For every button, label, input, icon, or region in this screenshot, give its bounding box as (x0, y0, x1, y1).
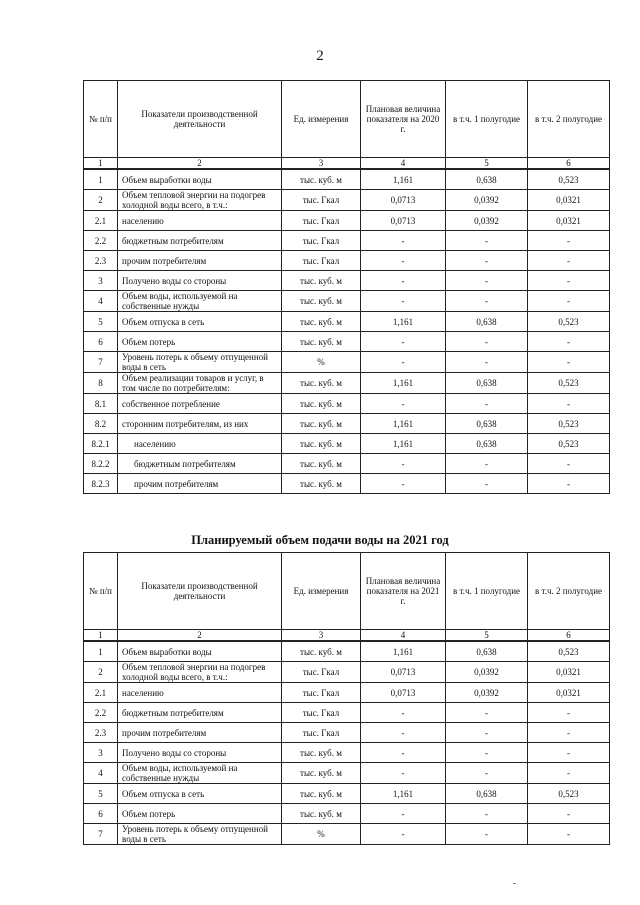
indicator-cell: бюджетным потребителям (118, 231, 282, 251)
half2-value-cell: - (528, 454, 610, 474)
plan-value-cell: - (361, 231, 446, 251)
unit-cell: тыс. куб. м (282, 271, 361, 291)
plan-value-cell: - (361, 723, 446, 743)
half2-value-cell: 0,523 (528, 784, 610, 804)
table-row (84, 804, 610, 824)
row-number-cell: 1 (84, 169, 118, 190)
plan-value-cell: 1,161 (361, 373, 446, 394)
table-header-row (84, 553, 610, 630)
row-number-cell: 2.3 (84, 251, 118, 271)
indicator-cell: Объем воды, используемой на собственные нужды (118, 291, 282, 312)
unit-cell: тыс. куб. м (282, 332, 361, 352)
half1-value-cell: 0,638 (446, 434, 528, 454)
table-row (84, 824, 610, 845)
header-cell: в т.ч. 1 полугодие (446, 553, 528, 630)
header-cell: в т.ч. 2 полугодие (528, 553, 610, 630)
plan-value-cell: 1,161 (361, 641, 446, 662)
header-cell: № п/п (84, 81, 118, 158)
plan-value-cell: - (361, 763, 446, 784)
unit-cell: тыс. куб. м (282, 169, 361, 190)
column-number: 6 (528, 158, 610, 170)
indicator-cell: Объем воды, используемой на собственные нужды (118, 763, 282, 784)
half1-value-cell: - (446, 231, 528, 251)
half1-value-cell: - (446, 723, 528, 743)
plan-value-cell: - (361, 703, 446, 723)
unit-cell: тыс. Гкал (282, 683, 361, 703)
half2-value-cell: 0,0321 (528, 662, 610, 683)
half1-value-cell: - (446, 804, 528, 824)
indicator-cell: Объем реализации товаров и услуг, в том числе по потребителям: (118, 373, 282, 394)
unit-cell: % (282, 352, 361, 373)
column-number: 3 (282, 630, 361, 642)
column-number: 2 (118, 630, 282, 642)
plan-value-cell: - (361, 291, 446, 312)
unit-cell: тыс. Гкал (282, 703, 361, 723)
unit-cell: тыс. куб. м (282, 474, 361, 494)
table-row (84, 703, 610, 723)
plan-value-cell: 1,161 (361, 169, 446, 190)
row-number-cell: 8.2 (84, 414, 118, 434)
table-row (84, 454, 610, 474)
indicator-cell: Уровень потерь к объему отпущенной воды в сеть (118, 352, 282, 373)
indicator-cell: населению (118, 434, 282, 454)
unit-cell: тыс. Гкал (282, 211, 361, 231)
table-row (84, 190, 610, 211)
half2-value-cell: - (528, 291, 610, 312)
indicator-cell: Объем выработки воды (118, 169, 282, 190)
half1-value-cell: - (446, 394, 528, 414)
half2-value-cell: - (528, 824, 610, 845)
table-2021-body (84, 553, 610, 845)
table-row (84, 683, 610, 703)
indicator-cell: Объем отпуска в сеть (118, 784, 282, 804)
row-number-cell: 8.1 (84, 394, 118, 414)
half1-value-cell: 0,638 (446, 414, 528, 434)
column-number: 3 (282, 158, 361, 170)
unit-cell: % (282, 824, 361, 845)
half2-value-cell: - (528, 723, 610, 743)
column-number: 5 (446, 158, 528, 170)
indicator-cell: Получено воды со стороны (118, 743, 282, 763)
half2-value-cell: - (528, 763, 610, 784)
header-cell: Плановая величина показателя на 2021 г. (361, 553, 446, 630)
half2-value-cell: 0,0321 (528, 683, 610, 703)
indicator-cell: Объем тепловой энергии на подогрев холодной воды всего, в т.ч.: (118, 662, 282, 683)
row-number-cell: 4 (84, 763, 118, 784)
half2-value-cell: - (528, 352, 610, 373)
unit-cell: тыс. куб. м (282, 312, 361, 332)
plan-value-cell: - (361, 271, 446, 291)
half2-value-cell: - (528, 271, 610, 291)
unit-cell: тыс. куб. м (282, 434, 361, 454)
unit-cell: тыс. куб. м (282, 743, 361, 763)
plan-value-cell: 1,161 (361, 414, 446, 434)
unit-cell: тыс. Гкал (282, 723, 361, 743)
table-row (84, 169, 610, 190)
table-row (84, 211, 610, 231)
plan-value-cell: - (361, 474, 446, 494)
half2-value-cell: 0,523 (528, 169, 610, 190)
indicator-cell: Получено воды со стороны (118, 271, 282, 291)
half2-value-cell: - (528, 231, 610, 251)
unit-cell: тыс. Гкал (282, 662, 361, 683)
row-number-cell: 3 (84, 743, 118, 763)
header-cell: Показатели производственной деятельности (118, 553, 282, 630)
half2-value-cell: - (528, 474, 610, 494)
unit-cell: тыс. куб. м (282, 784, 361, 804)
indicator-cell: населению (118, 211, 282, 231)
table-row (84, 352, 610, 373)
row-number-cell: 5 (84, 312, 118, 332)
column-number: 2 (118, 158, 282, 170)
row-number-cell: 6 (84, 332, 118, 352)
unit-cell: тыс. куб. м (282, 414, 361, 434)
half2-value-cell: - (528, 804, 610, 824)
unit-cell: тыс. куб. м (282, 804, 361, 824)
table-row (84, 291, 610, 312)
half1-value-cell: - (446, 763, 528, 784)
half1-value-cell: - (446, 703, 528, 723)
row-number-cell: 2.1 (84, 683, 118, 703)
half1-value-cell: 0,0392 (446, 190, 528, 211)
column-number-row (84, 158, 610, 170)
plan-value-cell: - (361, 394, 446, 414)
row-number-cell: 2 (84, 190, 118, 211)
half2-value-cell: - (528, 703, 610, 723)
indicator-cell: Объем тепловой энергии на подогрев холодной воды всего, в т.ч.: (118, 190, 282, 211)
column-number-row (84, 630, 610, 642)
half1-value-cell: - (446, 454, 528, 474)
unit-cell: тыс. куб. м (282, 373, 361, 394)
indicator-cell: сторонним потребителям, из них (118, 414, 282, 434)
indicator-cell: бюджетным потребителям (118, 703, 282, 723)
plan-value-cell: - (361, 454, 446, 474)
half2-value-cell: - (528, 394, 610, 414)
half1-value-cell: - (446, 332, 528, 352)
table-row (84, 231, 610, 251)
plan-value-cell: 0,0713 (361, 662, 446, 683)
plan-value-cell: 1,161 (361, 784, 446, 804)
half1-value-cell: 0,638 (446, 373, 528, 394)
unit-cell: тыс. Гкал (282, 251, 361, 271)
header-cell: Ед. измерения (282, 81, 361, 158)
plan-value-cell: - (361, 251, 446, 271)
half1-value-cell: - (446, 352, 528, 373)
table-row (84, 743, 610, 763)
plan-value-cell: - (361, 804, 446, 824)
header-cell: в т.ч. 2 полугодие (528, 81, 610, 158)
half1-value-cell: 0,638 (446, 312, 528, 332)
row-number-cell: 1 (84, 641, 118, 662)
header-cell: Плановая величина показателя на 2020 г. (361, 81, 446, 158)
plan-value-cell: 1,161 (361, 312, 446, 332)
plan-value-cell: 0,0713 (361, 211, 446, 231)
plan-value-cell: - (361, 352, 446, 373)
half1-value-cell: 0,0392 (446, 683, 528, 703)
table-header-row (84, 81, 610, 158)
row-number-cell: 2.1 (84, 211, 118, 231)
row-number-cell: 7 (84, 352, 118, 373)
half2-value-cell: 0,523 (528, 641, 610, 662)
table-2020-body (84, 81, 610, 494)
scan-speck (513, 883, 516, 884)
column-number: 5 (446, 630, 528, 642)
table-row (84, 434, 610, 454)
section-heading-2021: Планируемый объем подачи воды на 2021 год (191, 533, 449, 547)
plan-value-cell: 0,0713 (361, 683, 446, 703)
row-number-cell: 5 (84, 784, 118, 804)
half2-value-cell: - (528, 743, 610, 763)
row-number-cell: 7 (84, 824, 118, 845)
row-number-cell: 2.3 (84, 723, 118, 743)
column-number: 4 (361, 630, 446, 642)
half1-value-cell: - (446, 271, 528, 291)
half1-value-cell: - (446, 824, 528, 845)
half1-value-cell: 0,0392 (446, 211, 528, 231)
table-row (84, 373, 610, 394)
row-number-cell: 8.2.1 (84, 434, 118, 454)
unit-cell: тыс. куб. м (282, 641, 361, 662)
table-row (84, 784, 610, 804)
indicator-cell: прочим потребителям (118, 723, 282, 743)
indicator-cell: Объем отпуска в сеть (118, 312, 282, 332)
plan-value-cell: - (361, 824, 446, 845)
unit-cell: тыс. куб. м (282, 763, 361, 784)
half2-value-cell: - (528, 251, 610, 271)
row-number-cell: 2 (84, 662, 118, 683)
unit-cell: тыс. Гкал (282, 231, 361, 251)
indicator-cell: населению (118, 683, 282, 703)
table-row (84, 271, 610, 291)
row-number-cell: 8.2.2 (84, 454, 118, 474)
half1-value-cell: 0,0392 (446, 662, 528, 683)
table-row (84, 662, 610, 683)
table-row (84, 332, 610, 352)
unit-cell: тыс. куб. м (282, 291, 361, 312)
half2-value-cell: 0,523 (528, 414, 610, 434)
unit-cell: тыс. Гкал (282, 190, 361, 211)
header-cell: в т.ч. 1 полугодие (446, 81, 528, 158)
header-cell: Ед. измерения (282, 553, 361, 630)
column-number: 6 (528, 630, 610, 642)
page-number: 2 (316, 48, 324, 64)
plan-value-cell: - (361, 743, 446, 763)
row-number-cell: 8 (84, 373, 118, 394)
half2-value-cell: - (528, 332, 610, 352)
indicator-cell: Объем выработки воды (118, 641, 282, 662)
unit-cell: тыс. куб. м (282, 394, 361, 414)
table-row (84, 312, 610, 332)
indicator-cell: Объем потерь (118, 804, 282, 824)
plan-value-cell: 0,0713 (361, 190, 446, 211)
half2-value-cell: 0,523 (528, 373, 610, 394)
table-row (84, 251, 610, 271)
table-row (84, 414, 610, 434)
indicator-cell: собственное потребление (118, 394, 282, 414)
row-number-cell: 2.2 (84, 703, 118, 723)
column-number: 1 (84, 158, 118, 170)
column-number: 4 (361, 158, 446, 170)
half1-value-cell: - (446, 743, 528, 763)
plan-value-cell: 1,161 (361, 434, 446, 454)
indicator-cell: прочим потребителям (118, 251, 282, 271)
row-number-cell: 2.2 (84, 231, 118, 251)
column-number: 1 (84, 630, 118, 642)
table-row (84, 394, 610, 414)
table-row (84, 723, 610, 743)
half1-value-cell: 0,638 (446, 169, 528, 190)
indicator-cell: прочим потребителям (118, 474, 282, 494)
half2-value-cell: 0,0321 (528, 211, 610, 231)
indicator-cell: Объем потерь (118, 332, 282, 352)
half1-value-cell: - (446, 474, 528, 494)
indicator-cell: Уровень потерь к объему отпущенной воды в сеть (118, 824, 282, 845)
table-row (84, 474, 610, 494)
half1-value-cell: - (446, 251, 528, 271)
table-row (84, 763, 610, 784)
plan-value-cell: - (361, 332, 446, 352)
row-number-cell: 3 (84, 271, 118, 291)
table-row (84, 641, 610, 662)
indicator-cell: бюджетным потребителям (118, 454, 282, 474)
half2-value-cell: 0,523 (528, 312, 610, 332)
half1-value-cell: 0,638 (446, 784, 528, 804)
table-2020 (83, 80, 610, 494)
half2-value-cell: 0,0321 (528, 190, 610, 211)
row-number-cell: 4 (84, 291, 118, 312)
half2-value-cell: 0,523 (528, 434, 610, 454)
table-2021 (83, 552, 610, 845)
half1-value-cell: 0,638 (446, 641, 528, 662)
header-cell: Показатели производственной деятельности (118, 81, 282, 158)
half1-value-cell: - (446, 291, 528, 312)
unit-cell: тыс. куб. м (282, 454, 361, 474)
header-cell: № п/п (84, 553, 118, 630)
row-number-cell: 6 (84, 804, 118, 824)
row-number-cell: 8.2.3 (84, 474, 118, 494)
